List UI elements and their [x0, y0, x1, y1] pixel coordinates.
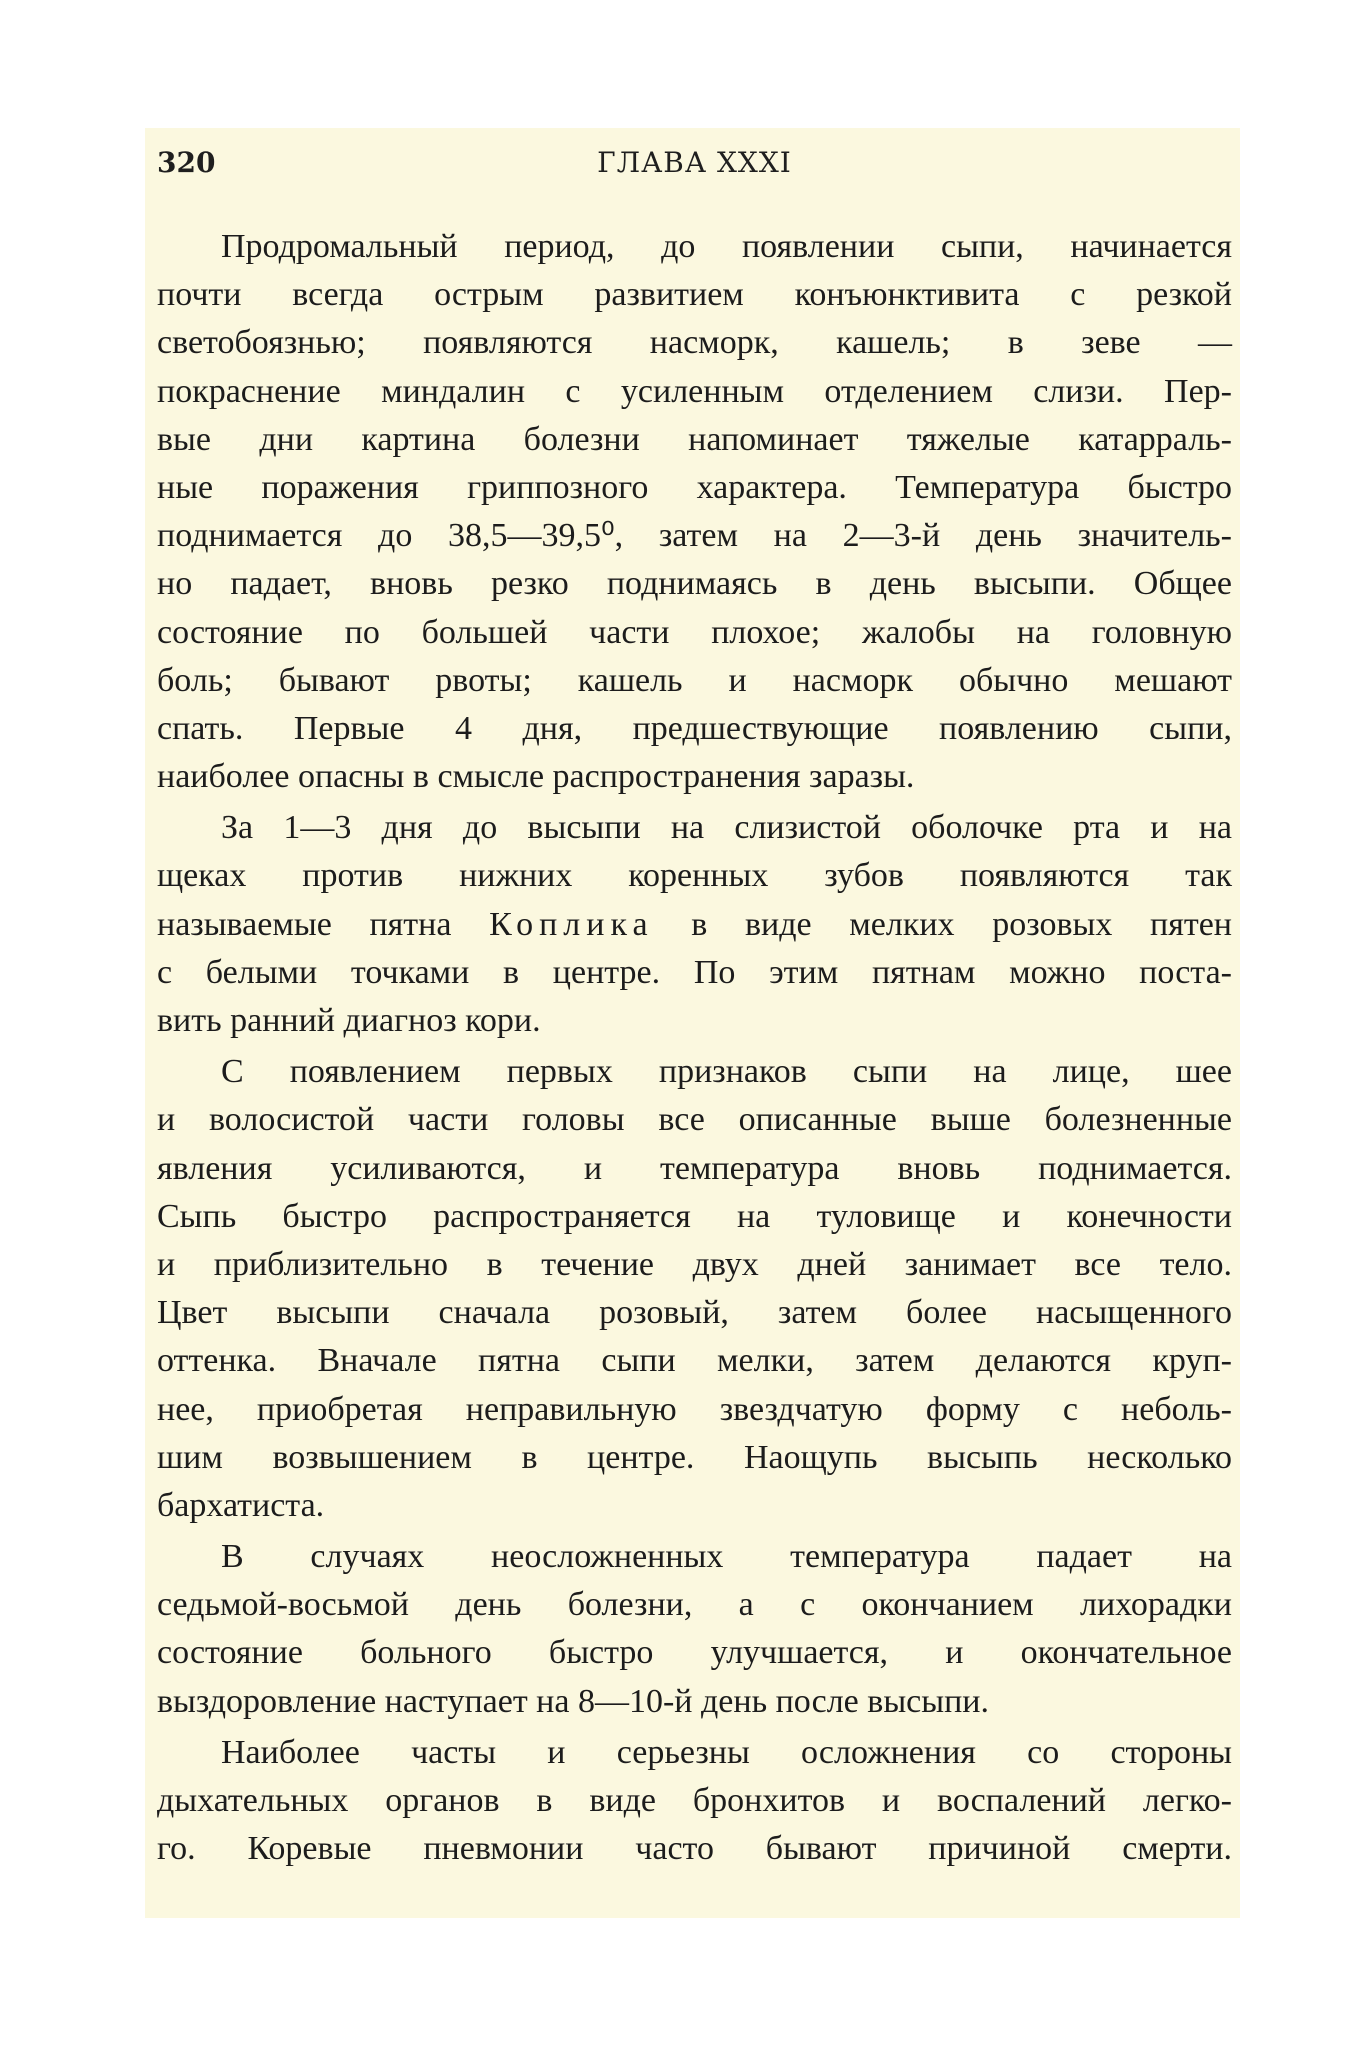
- text-line: и волосистой части головы все описанные выше болезненные: [157, 1101, 1232, 1139]
- text-line: го. Коревые пневмонии часто бывают причиной смерти.: [157, 1830, 1232, 1868]
- chapter-title: ГЛАВА XXXI: [597, 146, 792, 179]
- paragraph-5: [157, 1729, 1232, 1874]
- text-line: оттенка. Вначале пятна сыпи мелки, затем делаются круп-: [157, 1342, 1232, 1380]
- text-line: выздоровление наступает на 8—10-й день после высыпи.: [157, 1682, 989, 1720]
- text-line: и приблизительно в течение двух дней занимает все тело.: [157, 1245, 1232, 1283]
- text-fragment: в виде мелких розовых пятен: [691, 905, 1232, 943]
- text-line: состояние больного быстро улучшается, и окончательное: [157, 1634, 1232, 1672]
- book-page: [145, 128, 1240, 1918]
- text-line: вить ранний диагноз кори.: [157, 1002, 541, 1039]
- paragraph-1: [157, 223, 1232, 801]
- text-line: шим возвышением в центре. Наощупь высыпь несколько: [157, 1438, 1232, 1476]
- text-line: С появлением первых признаков сыпи на лице, шее: [221, 1053, 1232, 1091]
- text-line: За 1—3 дня до высыпи на слизистой оболочке рта и на: [221, 809, 1232, 847]
- text-line: состояние по большей части плохое; жалобы на головную: [157, 613, 1232, 651]
- text-line: седьмой-восьмой день болезни, а с окончанием лихорадки: [157, 1586, 1232, 1624]
- text-line: щеках против нижних коренных зубов появляются так: [157, 857, 1232, 895]
- text-line: явления усиливаются, и температура вновь поднимается.: [157, 1149, 1232, 1187]
- page-number: 320: [157, 146, 216, 179]
- text-line: светобоязнью; появляются насморк, кашель; в зеве —: [157, 324, 1232, 362]
- text-line: поднимается до 38,5—39,5⁰, затем на 2—3-й день значитель-: [157, 517, 1232, 555]
- text-line: Наиболее часты и серьезны осложнения со стороны: [221, 1733, 1232, 1771]
- page-header: [157, 140, 1232, 190]
- text-line: почти всегда острым развитием конъюнктивита с резкой: [157, 276, 1232, 314]
- text-line: Сыпь быстро распространяется на туловище и конечности: [157, 1197, 1232, 1235]
- spaced-surname: Коплика: [489, 905, 654, 943]
- paragraph-2: [157, 804, 1232, 1045]
- text-line: бархатиста.: [157, 1486, 325, 1524]
- paragraph-4: [157, 1533, 1232, 1726]
- text-line: но падает, вновь резко поднимаясь в день высыпи. Общее: [157, 565, 1232, 603]
- text-line: В случаях неосложненных температура падает на: [221, 1538, 1232, 1576]
- text-line: ные поражения гриппозного характера. Температура быстро: [157, 468, 1232, 506]
- text-line: наиболее опасны в смысле распространения заразы.: [157, 758, 915, 796]
- text-fragment: называемые пятна: [157, 905, 452, 943]
- text-line: вые дни картина болезни напоминает тяжелые катарраль-: [157, 420, 1232, 458]
- text-line: спать. Первые 4 дня, предшествующие появлению сыпи,: [157, 709, 1232, 747]
- paragraph-3: [157, 1048, 1232, 1530]
- body-text: [157, 223, 1232, 1876]
- text-line: Цвет высыпи сначала розовый, затем более насыщенного: [157, 1294, 1232, 1332]
- text-line: с белыми точками в центре. По этим пятнам можно поста-: [157, 953, 1232, 991]
- text-line-with-name: [157, 901, 1232, 949]
- text-line: нее, приобретая неправильную звездчатую форму с неболь-: [157, 1390, 1232, 1428]
- text-line: дыхательных органов в виде бронхитов и воспалений легко-: [157, 1782, 1232, 1819]
- text-line: Продромальный период, до появлении сыпи, начинается: [221, 228, 1232, 265]
- text-line: покраснение миндалин с усиленным отделением слизи. Пер-: [157, 372, 1232, 410]
- text-line: боль; бывают рвоты; кашель и насморк обычно мешают: [157, 661, 1232, 699]
